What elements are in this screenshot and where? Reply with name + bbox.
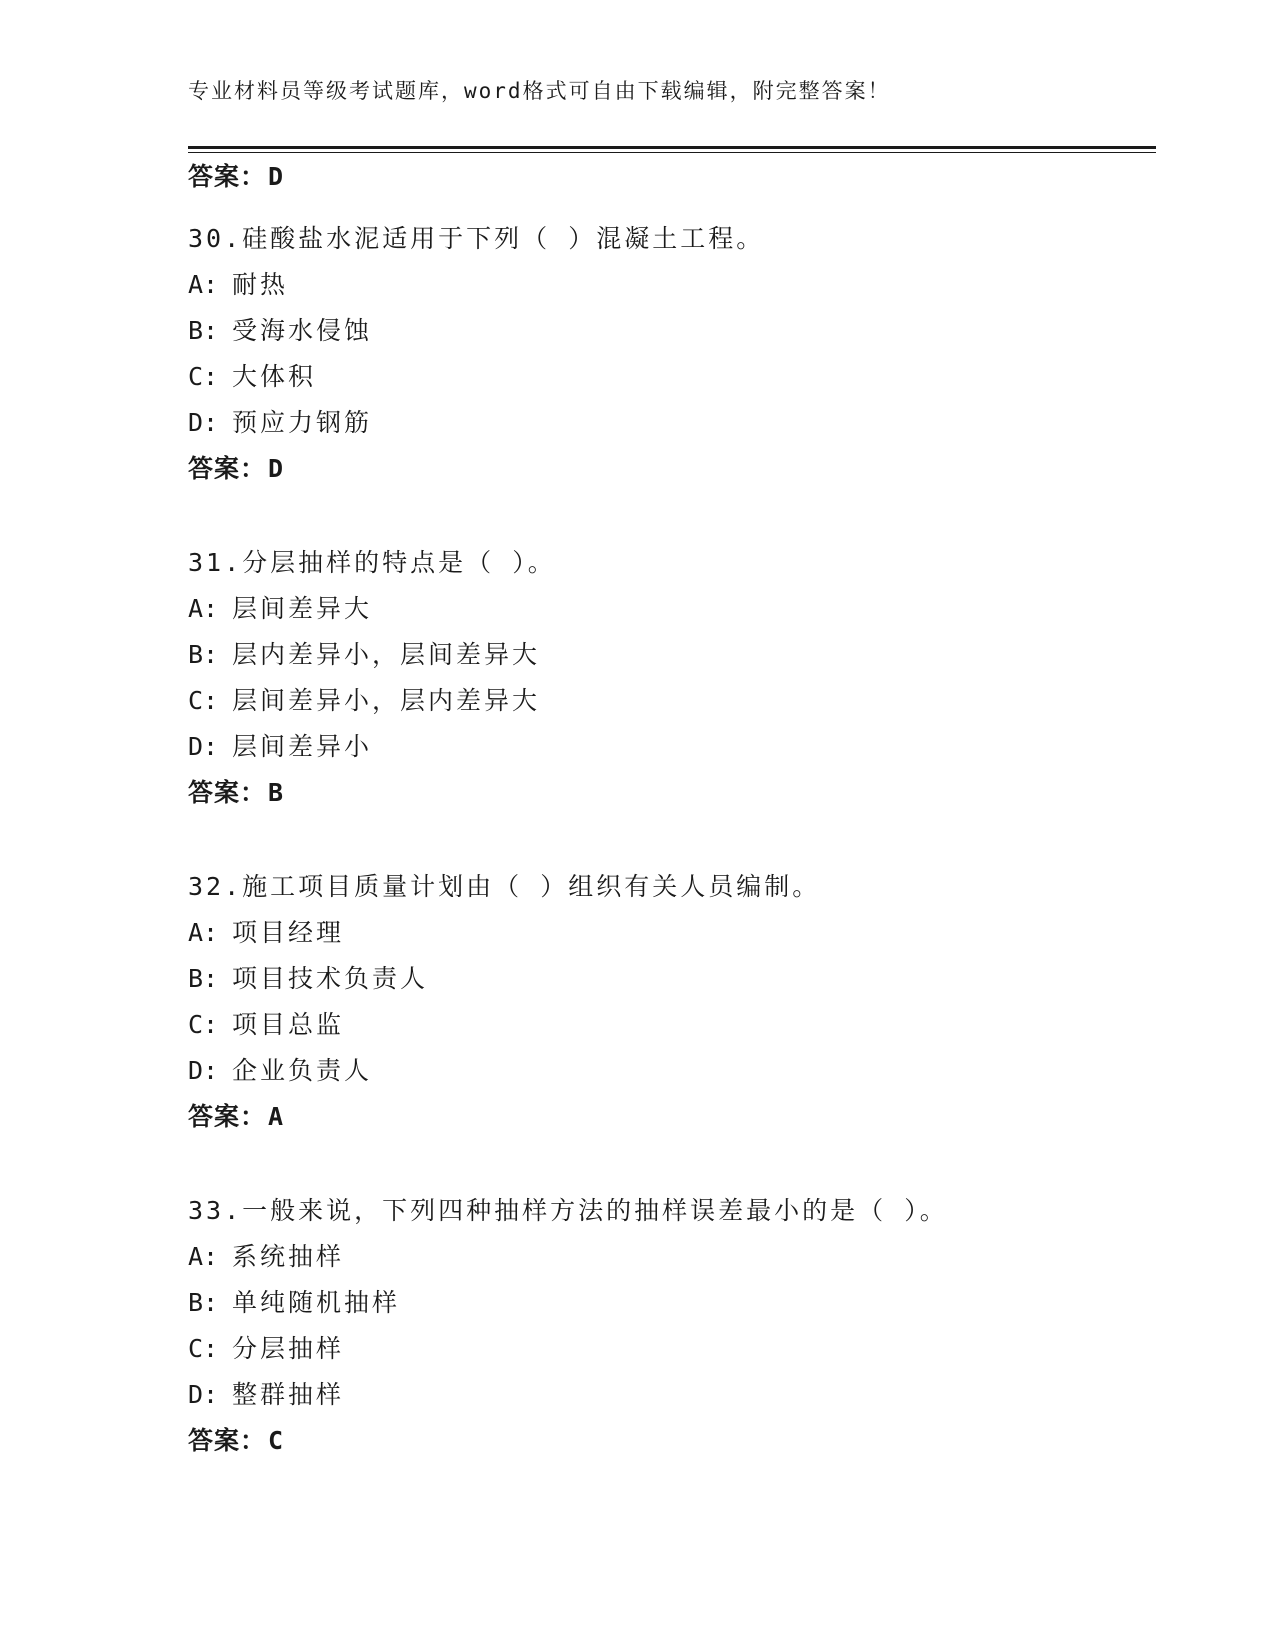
answer-label: 答案：: [188, 778, 267, 807]
header-divider-thin: [188, 152, 1156, 153]
page-header-text: 专业材料员等级考试题库，word格式可自由下载编辑，附完整答案！: [188, 79, 891, 103]
option-key: D:: [188, 1056, 219, 1085]
option-key: A:: [188, 1242, 219, 1271]
option-text: 耐热: [232, 270, 289, 299]
option-key: D:: [188, 1380, 219, 1409]
option-text: 分层抽样: [232, 1334, 345, 1363]
option-key: A:: [188, 594, 219, 623]
question-answer: [188, 452, 1148, 486]
header-divider-thick: [188, 146, 1156, 149]
option-key: B:: [188, 964, 219, 993]
option-b: [188, 1286, 1148, 1320]
question-stem: 31.分层抽样的特点是（ ）。: [188, 548, 556, 577]
answer-label: 答案：: [188, 1102, 267, 1131]
question-answer: [188, 1424, 1148, 1458]
option-text: 受海水侵蚀: [232, 316, 373, 345]
option-d: [188, 730, 1148, 764]
option-key: C:: [188, 1010, 219, 1039]
answer-value: B: [268, 778, 285, 807]
question-stem: 30.硅酸盐水泥适用于下列（ ）混凝土工程。: [188, 224, 765, 253]
option-b: [188, 962, 1148, 996]
answer-value: D: [268, 454, 285, 483]
option-text: 层间差异大: [232, 594, 373, 623]
option-text: 项目技术负责人: [232, 964, 429, 993]
question-stem: 32.施工项目质量计划由（ ）组织有关人员编制。: [188, 872, 821, 901]
option-text: 项目总监: [232, 1010, 345, 1039]
option-text: 层间差异小，层内差异大: [232, 686, 541, 715]
option-text: 预应力钢筋: [232, 408, 373, 437]
option-text: 层内差异小，层间差异大: [232, 640, 541, 669]
answer-value: A: [268, 1102, 285, 1131]
option-key: B:: [188, 640, 219, 669]
option-text: 整群抽样: [232, 1380, 345, 1409]
option-text: 项目经理: [232, 918, 345, 947]
question-32: [188, 870, 1148, 1134]
option-key: B:: [188, 316, 219, 345]
answer-label: 答案：: [188, 162, 267, 191]
option-c: [188, 360, 1148, 394]
carryover-answer: [188, 160, 284, 194]
option-d: [188, 1378, 1148, 1412]
answer-label: 答案：: [188, 454, 267, 483]
option-text: 企业负责人: [232, 1056, 373, 1085]
option-key: A:: [188, 270, 219, 299]
option-d: [188, 406, 1148, 440]
option-text: 大体积: [232, 362, 317, 391]
answer-value: C: [268, 1426, 285, 1455]
option-c: [188, 684, 1148, 718]
option-a: [188, 268, 1148, 302]
answer-label: 答案：: [188, 1426, 267, 1455]
option-text: 系统抽样: [232, 1242, 345, 1271]
answer-value: D: [268, 162, 285, 191]
option-a: [188, 1240, 1148, 1274]
question-33: [188, 1194, 1148, 1458]
option-key: A:: [188, 918, 219, 947]
option-key: D:: [188, 408, 219, 437]
option-d: [188, 1054, 1148, 1088]
option-text: 单纯随机抽样: [232, 1288, 401, 1317]
option-key: D:: [188, 732, 219, 761]
question-31: [188, 546, 1148, 810]
question-answer: [188, 1100, 1148, 1134]
option-key: C:: [188, 362, 219, 391]
option-a: [188, 592, 1148, 626]
option-a: [188, 916, 1148, 950]
option-c: [188, 1008, 1148, 1042]
question-answer: [188, 776, 1148, 810]
option-key: C:: [188, 1334, 219, 1363]
option-c: [188, 1332, 1148, 1366]
option-b: [188, 314, 1148, 348]
option-key: B:: [188, 1288, 219, 1317]
option-key: C:: [188, 686, 219, 715]
option-text: 层间差异小: [232, 732, 373, 761]
option-b: [188, 638, 1148, 672]
question-stem: 33.一般来说，下列四种抽样方法的抽样误差最小的是（ ）。: [188, 1196, 948, 1225]
question-30: [188, 222, 1148, 486]
